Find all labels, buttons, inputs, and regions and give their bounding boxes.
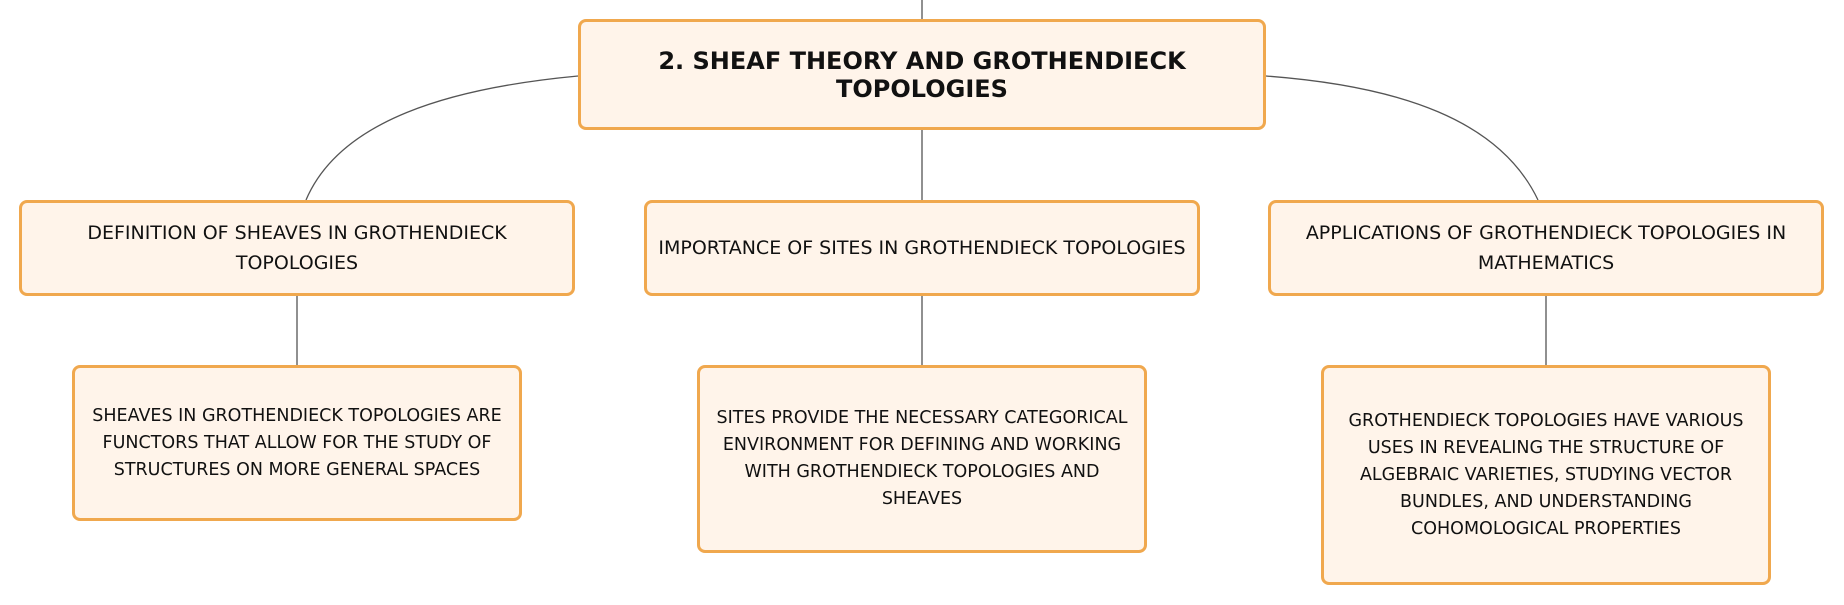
subtopic-node-applications[interactable]: [1268, 200, 1824, 296]
subtopic-label-importance: IMPORTANCE OF SITES IN GROTHENDIECK TOPOLOGIES: [658, 237, 1186, 259]
detail-node-importance[interactable]: [697, 365, 1147, 553]
connector-root-to-applications: [1266, 76, 1538, 200]
subtopic-label-applications: APPLICATIONS OF GROTHENDIECK TOPOLOGIES IN MATHEMATICS: [1305, 222, 1787, 274]
root-topic-node[interactable]: [578, 19, 1266, 130]
detail-text-applications: GROTHENDIECK TOPOLOGIES HAVE VARIOUS USES IN REVEALING THE STRUCTURE OF ALGEBRAIC VARIETIES, STUDYING VECTOR BUNDLES, AND UNDERSTANDING COHOMOLOGICAL PROPERTIES: [1348, 410, 1744, 539]
subtopic-node-importance[interactable]: [644, 200, 1200, 296]
subtopic-label-definition: DEFINITION OF SHEAVES IN GROTHENDIECK TOPOLOGIES: [87, 222, 507, 274]
detail-text-definition: SHEAVES IN GROTHENDIECK TOPOLOGIES ARE FUNCTORS THAT ALLOW FOR THE STUDY OF STRUCTURES ON MORE GENERAL SPACES: [92, 405, 502, 480]
detail-text-importance: SITES PROVIDE THE NECESSARY CATEGORICAL ENVIRONMENT FOR DEFINING AND WORKING WITH GROTHENDIECK TOPOLOGIES AND SHEAVES: [716, 408, 1128, 509]
subtopic-node-definition[interactable]: [19, 200, 575, 296]
connector-root-to-definition: [306, 76, 578, 200]
detail-node-definition[interactable]: [72, 365, 522, 521]
detail-node-applications[interactable]: [1321, 365, 1771, 585]
root-topic-label: 2. SHEAF THEORY AND GROTHENDIECK TOPOLOGIES: [658, 46, 1186, 103]
